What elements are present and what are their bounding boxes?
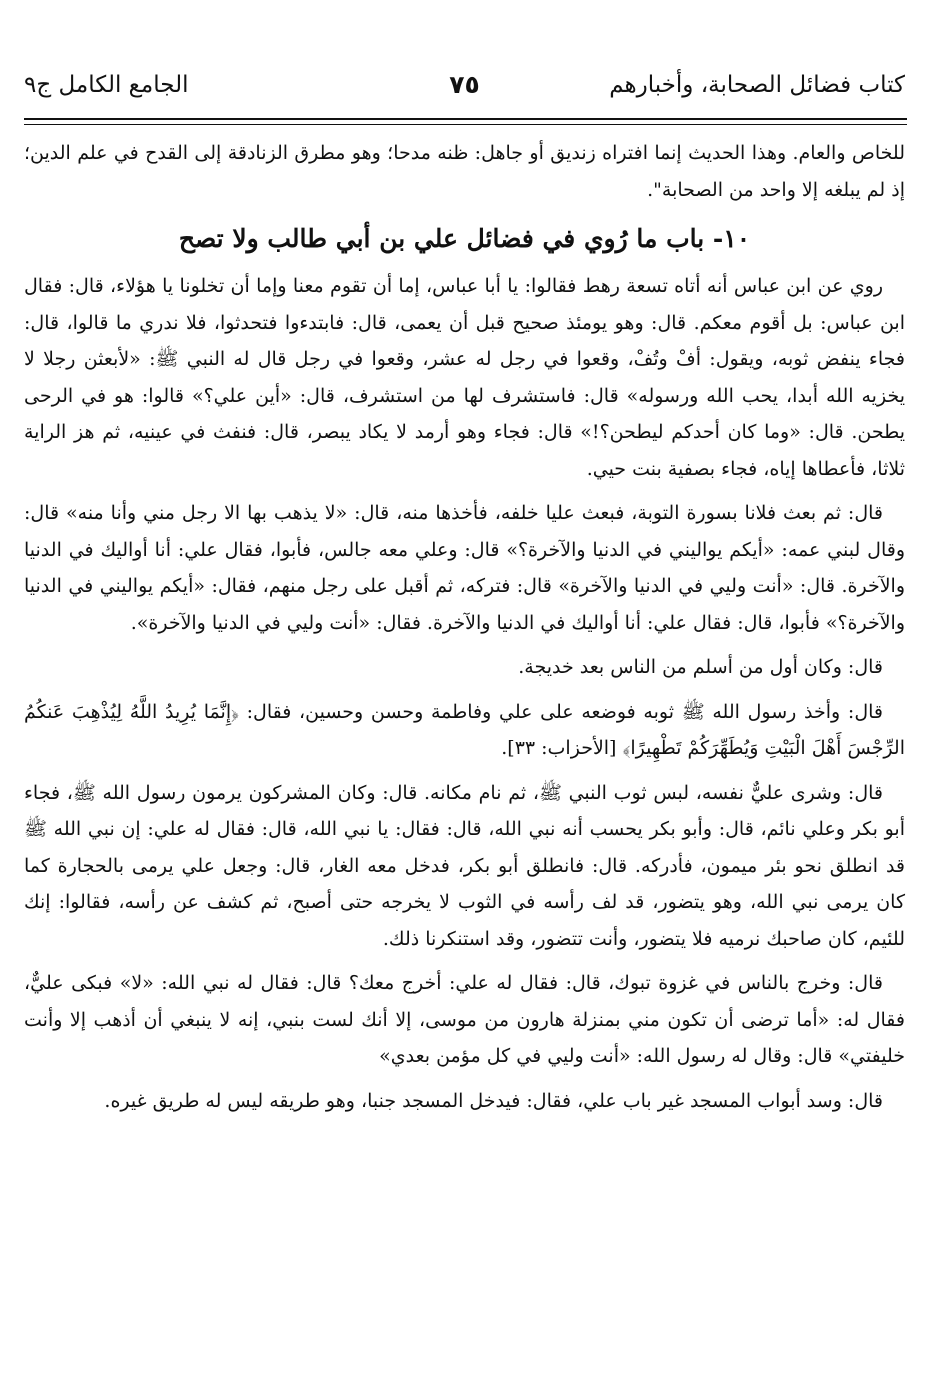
body-paragraph-3: قال: وكان أول من أسلم من الناس بعد خديجة. [518, 656, 883, 678]
body-paragraph-4: قال: وأخذ رسول الله ﷺ ثوبه فوضعه على علي وفاطمة وحسن وحسين، فقال: ﴿إِنَّمَا يُرِيدُ اللَّهُ لِيُذْهِبَ عَنكُمُ الرِّجْسَ أَهْلَ الْبَيْتِ وَيُطَهِّرَكُمْ تَطْهِيرًا﴾ [الأحزاب: ٣٣]. [24, 700, 905, 759]
body-paragraph-5: قال: وشرى عليٌّ نفسه، لبس ثوب النبي ﷺ، ثم نام مكانه. قال: وكان المشركون يرمون رسول الله ﷺ، فجاء أبو بكر وعلي نائم، قال: وأبو بكر يحسب أنه نبي الله، قال: فقال: يا نبي الله، قال: فقال له علي: إن نبي الله ﷺ قد انطلق نحو بئر ميمون، فأدركه. قال: فانطلق أبو بكر، فدخل معه الغار، قال: وجعل علي يرمى بالحجارة كما كان يرمى نبي الله، وهو يتضور، قد لف رأسه في الثوب لا يخرجه حتى أصبح، ثم كشف عن رأسه، فقالوا: إنك للئيم، كان صاحبك نرميه فلا يتضور، وأنت تتضور، وقد استنكرنا ذلك. [24, 781, 905, 950]
chapter-heading: ١٠- باب ما رُوي في فضائل علي بن أبي طالب ولا تصح [178, 224, 751, 253]
body-paragraph-2: قال: ثم بعث فلانا بسورة التوبة، فبعث عليا خلفه، فأخذها منه، قال: «لا يذهب بها الا رجل مني وأنا منه» قال: وقال لبني عمه: «أيكم يواليني في الدنيا والآخرة؟» قال: وعلي معه جالس، فأبوا، فقال علي: أنا أواليك في الدنيا والآخرة. قال: «أنت وليي في الدنيا والآخرة» قال: فتركه، ثم أقبل على رجل منهم، فقال: «أيكم يواليني في الدنيا والآخرة؟» فأبوا، قال: فقال علي: أنا أواليك في الدنيا والآخرة. فقال: «أنت وليي في الدنيا والآخرة». [24, 502, 905, 634]
body-paragraph-7: قال: وسد أبواب المسجد غير باب علي، فقال: فيدخل المسجد جنبا، وهو طريقه ليس له طريق غيره. [104, 1089, 883, 1112]
running-book-title: كتاب فضائل الصحابة، وأخبارهم [609, 72, 905, 98]
running-collection-title: الجامع الكامل ج٩ [24, 72, 189, 98]
body-paragraph-1: روي عن ابن عباس أنه أتاه تسعة رهط فقالوا: يا أبا عباس، إما أن تقوم معنا وإما أن تخلونا يا هؤلاء، قال: فقال ابن عباس: بل أقوم معكم. قال: وهو يومئذ صحيح قبل أن يعمى، قال: فابتدءوا فتحدثوا، فلا ندري ما قالوا، قال: فجاء ينفض ثوبه، ويقول: أفْ وتُفْ، وقعوا في رجل له عشر، وقعوا في رجل قال له النبي ﷺ: «لأبعثن رجلا لا يخزيه الله أبدا، يحب الله ورسوله» قال: فاستشرف لها من استشرف، قال: «أين علي؟» قالوا: هو في الرحى يطحن. قال: «وما كان أحدكم ليطحن؟!» قال: فجاء وهو أرمد لا يكاد يبصر، قال: فنفث في عينيه، ثم هز الراية ثلاثا، فأعطاها إياه، فجاء بصفية بنت حيي. [24, 275, 905, 480]
header-divider-thick [24, 118, 907, 120]
page-header [24, 66, 905, 116]
header-divider-thin [24, 124, 907, 125]
page-body [24, 135, 905, 1127]
page-number: ٧٥ [449, 70, 480, 99]
intro-paragraph: للخاص والعام. وهذا الحديث إنما افتراه زنديق أو جاهل: ظنه مدحا؛ وهو مطرق الزنادقة إلى القدح في علم الدين؛ إذ لم يبلغه إلا واحد من الصحابة". [24, 142, 905, 201]
body-paragraph-6: قال: وخرج بالناس في غزوة تبوك، قال: فقال له علي: أخرج معك؟ قال: فقال له نبي الله: «لا» فبكى عليٌّ، فقال له: «أما ترضى أن تكون مني بمنزلة هارون من موسى، إلا أنك لست بنبي، إنه لا ينبغي أن أذهب إلا وأنت خليفتي» قال: وقال له رسول الله: «أنت وليي في كل مؤمن بعدي» [24, 972, 905, 1067]
